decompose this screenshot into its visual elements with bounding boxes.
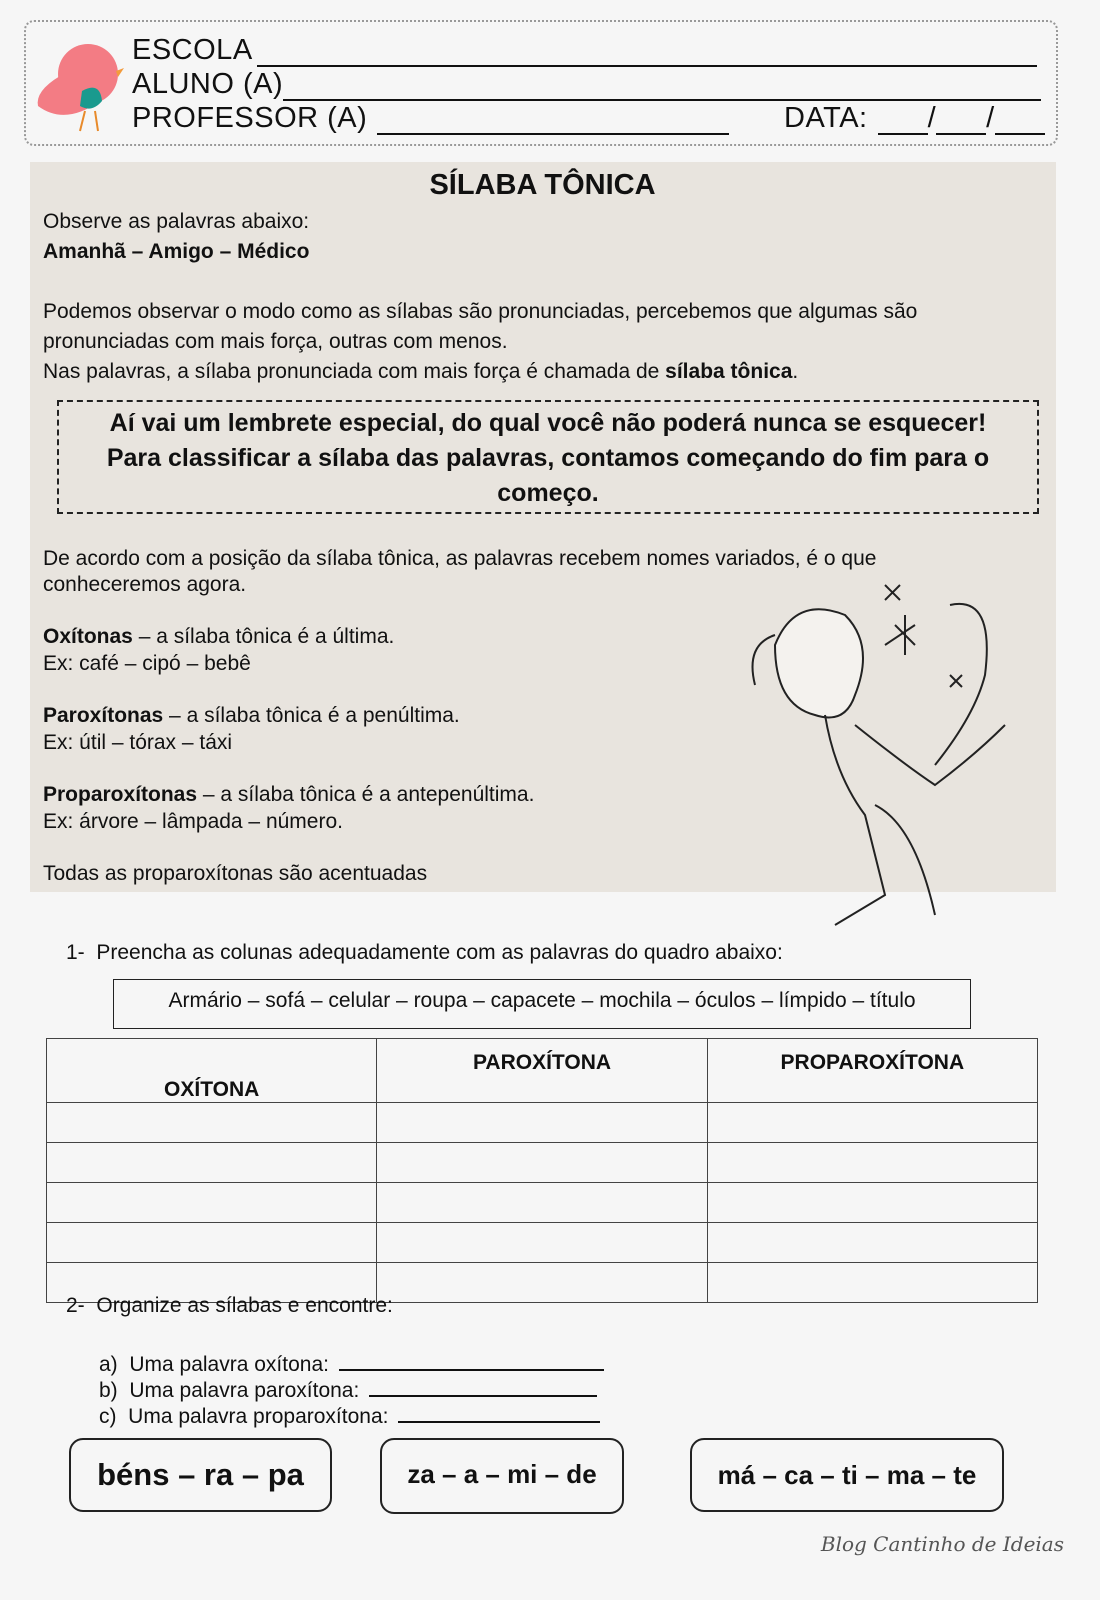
reminder-line: começo. <box>497 479 599 507</box>
blog-watermark: Blog Cantinho de Ideias <box>820 1532 1064 1556</box>
word-bank: Armário – sofá – celular – roupa – capacete – mochila – óculos – límpido – título <box>113 979 971 1029</box>
paragraph: Podemos observar o modo como as sílabas são pronunciadas, percebemos que algumas são <box>43 300 918 323</box>
type-example: Ex: café – cipó – bebê <box>43 652 251 675</box>
bird-icon <box>30 36 125 136</box>
table-cell[interactable] <box>377 1103 707 1143</box>
table-cell[interactable] <box>377 1143 707 1183</box>
answer-line-b[interactable]: b) Uma palavra paroxítona: <box>99 1373 597 1403</box>
table-cell[interactable] <box>47 1143 377 1183</box>
reminder-line: Aí vai um lembrete especial, do qual você não poderá nunca se esquecer! <box>109 409 987 437</box>
syllable-box: má – ca – ti – ma – te <box>690 1438 1004 1512</box>
question-2: 2- Organize as sílabas e encontre: <box>66 1294 393 1317</box>
column-header: PROPAROXÍTONA <box>707 1039 1037 1103</box>
example-words: Amanhã – Amigo – Médico <box>43 240 310 263</box>
reminder-box <box>57 400 1039 514</box>
classification-table <box>46 1038 1038 1303</box>
table-cell[interactable] <box>47 1103 377 1143</box>
column-header: OXÍTONA <box>47 1039 377 1103</box>
table-cell[interactable] <box>47 1183 377 1223</box>
student-field[interactable]: ALUNO (A) <box>132 68 1041 101</box>
table-cell[interactable] <box>707 1223 1037 1263</box>
paragraph: pronunciadas com mais força, outras com menos. <box>43 330 508 353</box>
intro-text: Observe as palavras abaixo: <box>43 210 310 233</box>
table-cell[interactable] <box>707 1143 1037 1183</box>
princess-illustration <box>735 565 1035 935</box>
column-header: PAROXÍTONA <box>377 1039 707 1103</box>
type-oxitonas: Oxítonas – a sílaba tônica é a última. <box>43 625 395 648</box>
syllable-box: béns – ra – pa <box>69 1438 332 1512</box>
table-cell[interactable] <box>707 1263 1037 1303</box>
paragraph: conheceremos agora. <box>43 573 247 596</box>
type-proparoxitonas: Proparoxítonas – a sílaba tônica é a antepenúltima. <box>43 783 535 806</box>
reminder-line: Para classificar a sílaba das palavras, contamos começando do fim para o <box>106 444 990 472</box>
table-cell[interactable] <box>377 1223 707 1263</box>
paragraph: De acordo com a posição da sílaba tônica, as palavras recebem nomes variados, é o que <box>43 547 877 570</box>
table-cell[interactable] <box>377 1263 707 1303</box>
table-cell[interactable] <box>47 1223 377 1263</box>
table-cell[interactable] <box>707 1183 1037 1223</box>
type-example: Ex: árvore – lâmpada – número. <box>43 810 343 833</box>
answer-line-c[interactable]: c) Uma palavra proparoxítona: <box>99 1399 600 1429</box>
rule-text: Todas as proparoxítonas são acentuadas <box>43 862 428 885</box>
question-1: 1- Preencha as colunas adequadamente com as palavras do quadro abaixo: <box>66 941 783 964</box>
table-cell[interactable] <box>377 1183 707 1223</box>
date-field[interactable]: DATA: / / <box>784 102 1045 135</box>
paragraph: Nas palavras, a sílaba pronunciada com mais força é chamada de sílaba tônica. <box>43 360 799 383</box>
syllable-box: za – a – mi – de <box>380 1438 624 1514</box>
page-title: SÍLABA TÔNICA <box>429 169 656 201</box>
type-paroxitonas: Paroxítonas – a sílaba tônica é a penúltima. <box>43 704 460 727</box>
table-cell[interactable] <box>707 1103 1037 1143</box>
school-field[interactable]: ESCOLA <box>132 34 1037 67</box>
answer-line-a[interactable]: a) Uma palavra oxítona: <box>99 1347 604 1377</box>
teacher-field[interactable]: PROFESSOR (A) <box>132 102 729 135</box>
header-box <box>24 20 1058 146</box>
type-example: Ex: útil – tórax – táxi <box>43 731 233 754</box>
